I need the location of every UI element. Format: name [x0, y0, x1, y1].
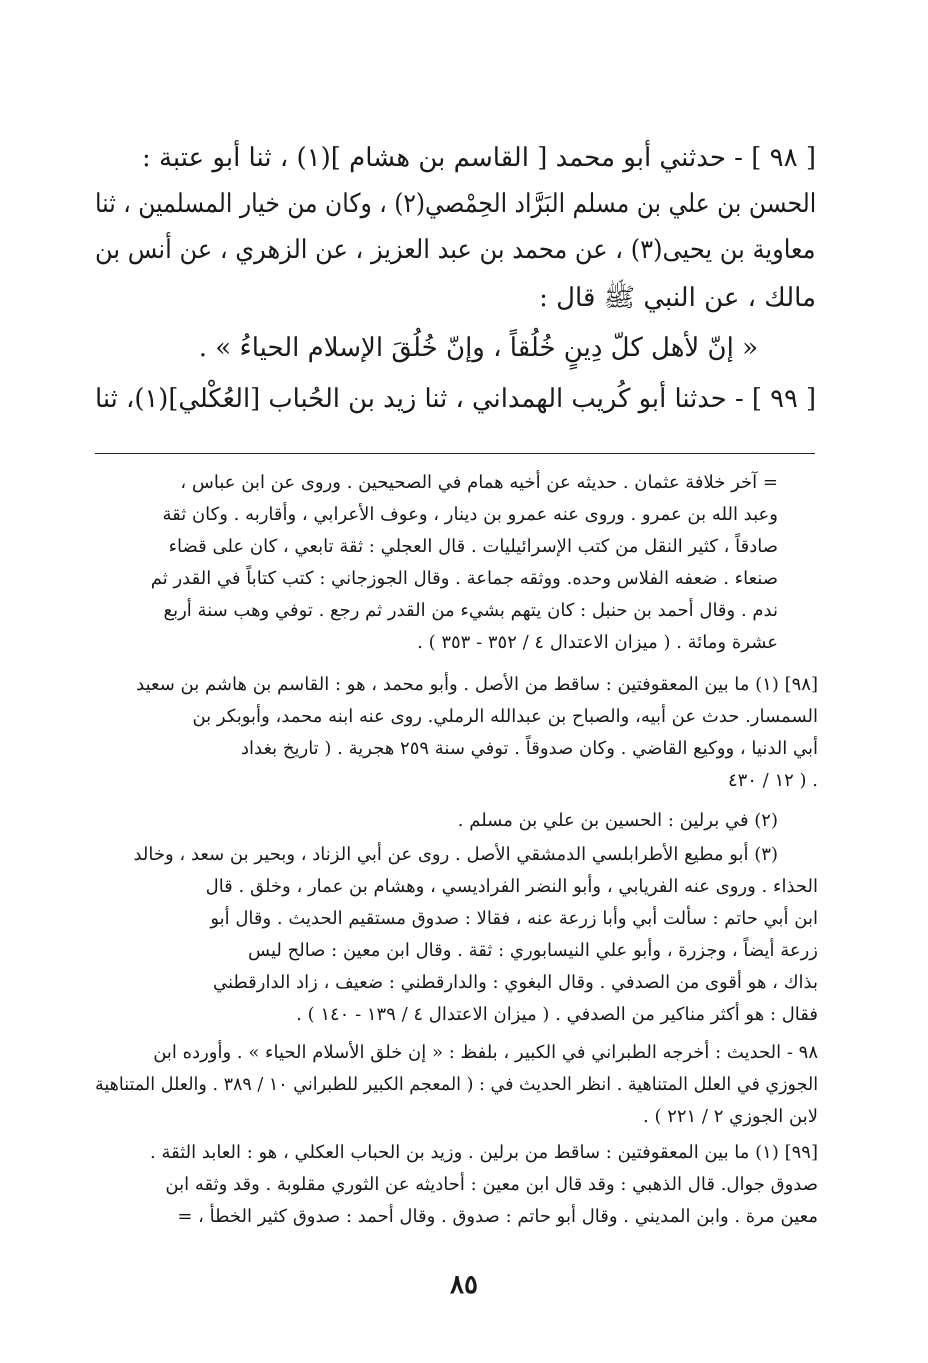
main-text-line: معاوية بن يحيى(٣) ، عن محمد بن عبد العزيز ، عن الزهري ، عن أنس بن: [95, 235, 816, 265]
footnote-separator: [95, 453, 815, 454]
footnote-line: السمسار. حدث عن أبيه، والصباح بن عبدالله الرملي. روى عنه ابنه محمد، وأبوبكر بن: [192, 706, 818, 727]
footnote-line: صدوق جوال. قال الذهبي : وقد قال ابن معين : أحاديثه عن الثوري مقلوبة . وقد وثقه ابن: [165, 1174, 818, 1195]
page-number: ٨٥: [450, 1270, 478, 1300]
footnote-line: الحذاء . وروى عنه الفريابي ، وأبو النضر الفراديسي ، وهشام بن عمار ، وخلق . قال: [205, 876, 818, 897]
footnote-line: الجوزي في العلل المتناهية . انظر الحديث في : ( المعجم الكبير للطبراني ١٠ / ٣٨٩ . والعلل المتناهية: [94, 1074, 818, 1095]
footnote-line: زرعة أيضاً ، وجزرة ، وأبو علي النيسابوري : ثقة . وقال ابن معين : صالح ليس: [248, 940, 818, 961]
footnote-line: معين مرة . وابن المديني . وقال أبو حاتم : صدوق . وقال أحمد : صدوق كثير الخطأ ، =: [177, 1206, 818, 1227]
main-text-line: [ ٩٨ ] - حدثني أبو محمد [ القاسم بن هشام ](١) ، ثنا أبو عتبة :: [141, 143, 816, 173]
footnote-line: أبي الدنيا ، ووكيع القاضي . وكان صدوقاً . توفي سنة ٢٥٩ هجرية . ( تاريخ بغداد: [241, 738, 818, 759]
footnote-line: [٩٨] (١) ما بين المعقوفتين : ساقط من الأصل . وأبو محمد ، هو : القاسم بن هاشم بن سعيد: [136, 674, 818, 695]
footnote-line: ١٢ / ٤٣٠ ) .: [727, 770, 818, 791]
footnote-line: = آخر خلافة عثمان . حديثه عن أخيه همام في الصحيحين . وروى عن ابن عباس ،: [180, 472, 778, 493]
footnote-line: ندم . وقال أحمد بن حنبل : كان يتهم بشيء من القدر ثم رجع . توفي وهب سنة أربع: [163, 600, 778, 621]
footnote-line: فقال : هو أكثر مناكير من الصدفي . ( ميزان الاعتدال ٤ / ١٣٩ - ١٤٠ ) .: [296, 1004, 818, 1025]
footnote-line: (٢) في برلين : الحسين بن علي بن مسلم .: [457, 810, 778, 831]
hadith-quote-line: « إنّ لأهل كلّ دِينٍ خُلُقاً ، وإنّ خُلُقَ الإسلام الحياءُ » .: [198, 333, 758, 363]
footnote-line: [٩٩] (١) ما بين المعقوفتين : ساقط من برلين . وزيد بن الحباب العكلي ، هو : العابد الثقة .: [150, 1142, 818, 1163]
footnote-line: لابن الجوزي ٢ / ٢٢١ ) .: [643, 1106, 818, 1127]
footnote-line: ابن أبي حاتم : سألت أبي وأبا زرعة عنه ، فقالا : صدوق مستقيم الحديث . وقال أبو: [210, 908, 818, 929]
footnote-line: صادقاً ، كثير النقل من كتب الإسرائيليات . قال العجلي : ثقة تابعي ، كان على قضاء: [168, 536, 778, 557]
footnote-line: وعبد الله بن عمرو . وروى عنه عمرو بن دينار ، وعوف الأعرابي ، وأقاربه . وكان ثقة: [162, 504, 778, 525]
footnote-line: عشرة ومائة . ( ميزان الاعتدال ٤ / ٣٥٢ - ٣٥٣ ) .: [417, 632, 778, 653]
main-text-line: مالك ، عن النبي ﷺ قال :: [539, 283, 816, 313]
footnote-line: صنعاء . ضعفه الفلاس وحده. ووثقه جماعة . وقال الجوزجاني : كتب كتاباً في القدر ثم: [150, 568, 778, 589]
main-text-line: الحسن بن علي بن مسلم البَرَّاد الحِمْصي(٢) ، وكان من خيار المسلمين ، ثنا: [94, 189, 816, 219]
footnote-line: بذاك ، هو أقوى من الصدفي . وقال البغوي : والدارقطني : ضعيف ، زاد الدارقطني: [212, 972, 818, 993]
footnote-line: (٣) أبو مطيع الأطرابلسي الدمشقي الأصل . روى عن أبي الزناد ، وبحير بن سعد ، وخالد: [133, 844, 778, 865]
main-text-line: [ ٩٩ ] - حدثنا أبو كُريب الهمداني ، ثنا زيد بن الحُباب [العُكْلي](١)، ثنا: [94, 384, 816, 414]
footnote-line: ٩٨ - الحديث : أخرجه الطبراني في الكبير ، بلفظ : « إن خلق الأسلام الحياء » . وأورده ابن: [153, 1042, 818, 1063]
